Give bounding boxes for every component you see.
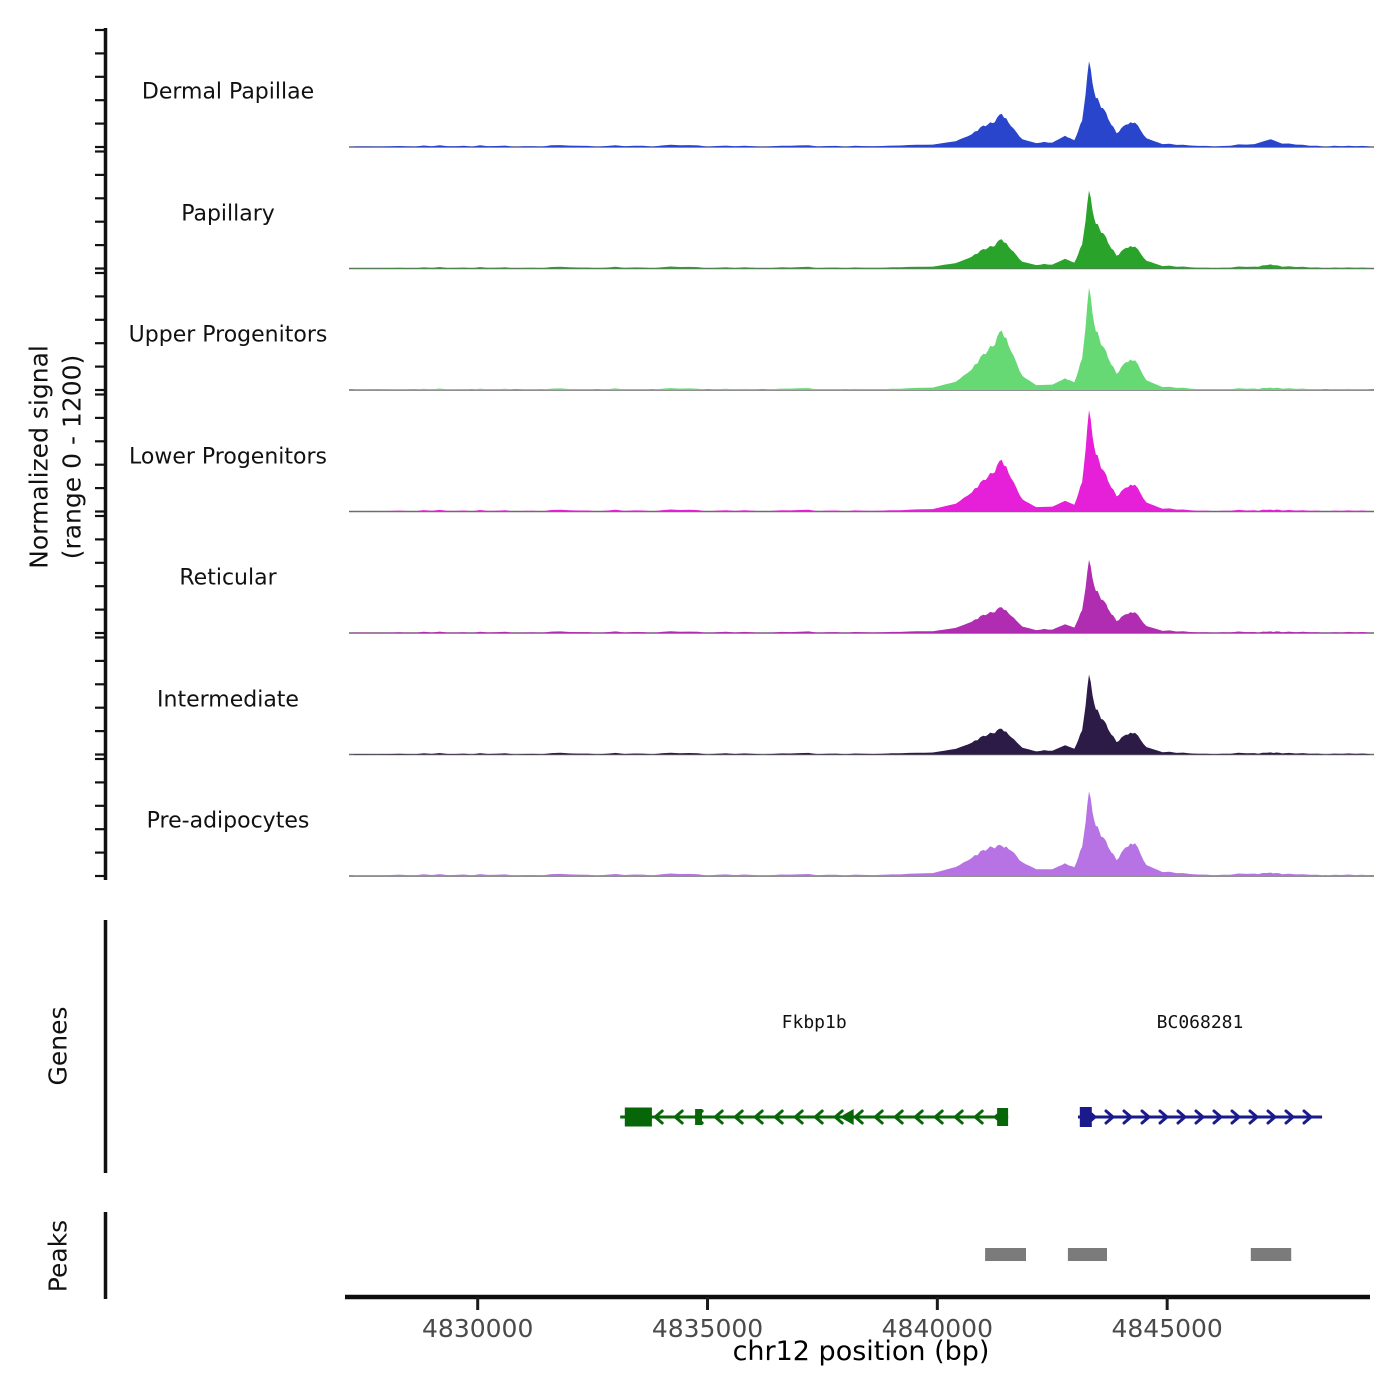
x-tick-label-4845000: 4845000 [1111,1314,1223,1343]
gene-name-fkbp1b: Fkbp1b [781,1012,847,1033]
peaks-section-label: Peaks [43,1219,73,1293]
x-tick-label-4835000: 4835000 [651,1314,764,1343]
gene-exon-fkbp1b [625,1108,652,1127]
signal-area-pre-adipocytes [354,791,1370,876]
genes-section-label: Genes [43,1006,73,1086]
track-label-papillary: Papillary [181,201,275,226]
signal-area-intermediate [354,675,1370,755]
y-axis-label-line1: Normalized signal [24,345,54,569]
x-tick-label-4830000: 4830000 [422,1314,534,1343]
signal-area-lower-progenitors [354,410,1370,511]
track-label-lower-progenitors: Lower Progenitors [129,444,327,469]
signal-area-dermal-papillae [354,61,1370,147]
y-axis-label-line2: (range 0 - 1200) [57,354,86,560]
track-label-reticular: Reticular [179,565,277,591]
peak-bar [985,1248,1026,1261]
x-axis-title: chr12 position (bp) [732,1336,990,1367]
track-label-pre-adipocytes: Pre-adipocytes [146,808,310,834]
x-tick-label-4840000: 4840000 [881,1314,993,1343]
gene-exon-bc068281 [1080,1107,1092,1127]
track-label-dermal-papillae: Dermal Papillae [141,79,315,105]
y-axis-label [24,345,89,569]
signal-area-upper-progenitors [354,288,1370,390]
track-label-intermediate: Intermediate [157,687,299,712]
peak-bar [1251,1248,1291,1261]
signal-area-reticular [354,560,1370,633]
signal-area-papillary [354,191,1370,269]
track-label-upper-progenitors: Upper Progenitors [128,322,328,348]
gene-name-bc068281: BC068281 [1156,1012,1244,1033]
peak-bar [1068,1248,1107,1261]
